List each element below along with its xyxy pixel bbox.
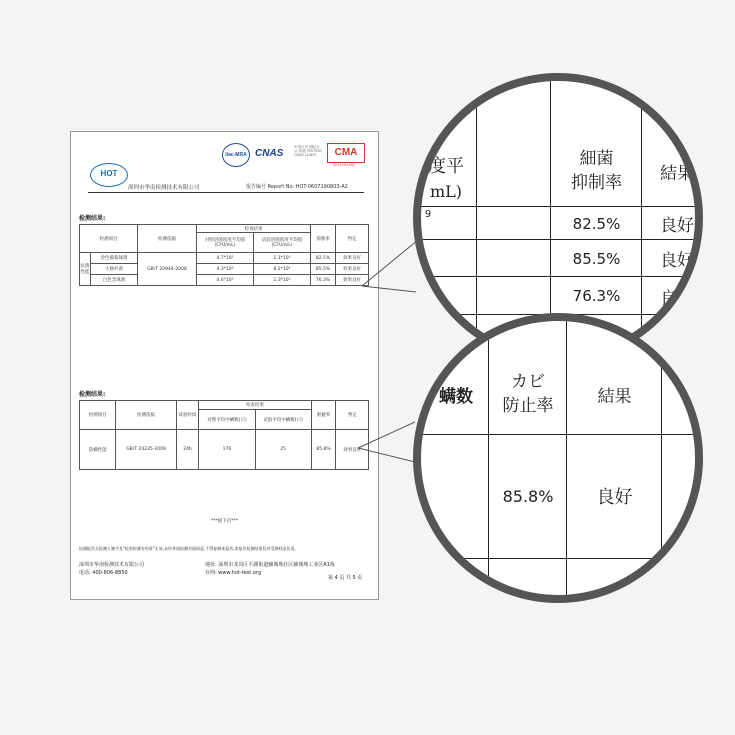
- th-results: 检查结果: [199, 401, 311, 410]
- footer-phone: 电话: 400-806-8850: [79, 570, 128, 576]
- company-name: 深圳市华南检测技术有限公司: [128, 185, 200, 191]
- continue-note: ***接下页***: [211, 519, 238, 524]
- zoom1-result-header: 結果: [660, 163, 694, 184]
- cell-judge: 效果良好: [336, 430, 369, 470]
- cell-test: 25: [255, 430, 311, 470]
- th-sample: 对照平均中螨数(只): [199, 410, 255, 430]
- cell-test: 1.3*10⁵: [254, 275, 311, 286]
- zoom2-rate-header: カビ 防止率: [502, 372, 554, 416]
- cnas-logo: CNAS: [255, 148, 284, 159]
- cell-rate: 85.5%: [311, 264, 336, 275]
- th-sample: 对照浴菌浓度平均值(CFU/mL): [197, 233, 254, 253]
- group-label: 抗菌性能: [80, 253, 91, 286]
- cell-sample: 4.6*10⁵: [197, 275, 254, 286]
- cell-test: 8.2*10⁴: [254, 264, 311, 275]
- cell-rate: 82.5%: [311, 253, 336, 264]
- cell-rate: 85.8%: [311, 430, 336, 470]
- hot-logo: HOT: [90, 163, 128, 187]
- footer-address: 地址: 深圳市龙岗区平湖街道辅城坳社区辅城坳工业区A1栋: [205, 562, 335, 568]
- zoom1-rate-3: 76.3%: [572, 287, 621, 305]
- basis-value: GB/T 20944-2008: [138, 253, 197, 286]
- row-name: 白色念珠菌: [91, 275, 138, 286]
- zoom1-rate-1: 82.5%: [572, 214, 621, 233]
- disclaimer: 检测报告无检测人签字及"检验检测专用章"无效,未经华南检测书面同意,不得复制本报告,本报告检测结果仅对受测样品负责。: [79, 546, 299, 551]
- th-basis: 检测依据: [138, 225, 197, 253]
- footer-company: 深圳市华南检测技术有限公司: [79, 562, 145, 568]
- ilac-mra-logo: ilac-MRA: [222, 143, 250, 167]
- zoom2-result-header: 結果: [597, 386, 632, 407]
- cell-sample: 4.7*10⁵: [197, 253, 254, 264]
- th-test: 试验平均中螨数(只): [255, 410, 311, 430]
- cell-judge: 效果良好: [336, 253, 369, 264]
- cma-number: 201519240L: [333, 163, 355, 167]
- th-results: 检查结果: [197, 225, 311, 233]
- th-judge: 判定: [336, 225, 369, 253]
- footer-website: 官网: www.hot-test.org: [205, 570, 262, 576]
- zoom1-rate-2: 85.5%: [572, 249, 621, 268]
- zoom1-partial-unit: mL): [429, 181, 463, 201]
- th-judge: 判定: [336, 401, 369, 430]
- th-basis: 检测依据: [116, 401, 176, 430]
- cell-judge: 效果良好: [336, 264, 369, 275]
- basis-value: GB/T 24235-2009: [116, 430, 176, 470]
- testing-mark: 中国认可 国际互认 检测 TESTING CNAS L10670: [294, 145, 322, 157]
- report-number: 报告编号 Report No. HOT-0607190803-A2: [246, 184, 348, 190]
- zoom-anti-mite: [413, 313, 703, 603]
- zoom2-result: 良好: [596, 487, 633, 508]
- cell-sample: 176: [199, 430, 255, 470]
- th-rate: 抑菌率: [311, 225, 336, 253]
- zoom1-partial-header: 度平: [428, 156, 464, 177]
- th-time: 试验时间: [176, 401, 199, 430]
- th-test: 试验浴菌浓度平均值(CFU/mL): [254, 233, 311, 253]
- section2-title: 检测结果:: [79, 391, 106, 398]
- page-number: 第 4 页 共 5 页: [328, 575, 363, 581]
- cma-logo: CMA: [327, 143, 365, 163]
- zoom2-partial-header: 螨数: [439, 386, 473, 407]
- zoom1-result-1: 良好: [660, 216, 694, 236]
- zoom1-result-3: 良好: [660, 288, 694, 309]
- th-item: 检测项目: [80, 401, 116, 430]
- section1-title: 检测结果:: [79, 215, 106, 222]
- row-name: 大肠杆菌: [91, 264, 138, 275]
- cell-test: 1.1*10⁵: [254, 253, 311, 264]
- cell-sample: 4.3*10⁵: [197, 264, 254, 275]
- zoom2-rate: 85.8%: [502, 486, 554, 506]
- zoom1-rate-header: 細菌 抑制率: [571, 149, 622, 193]
- cell-rate: 76.3%: [311, 275, 336, 286]
- row-name: 金色葡萄球菌: [91, 253, 138, 264]
- cell-time: 24h: [176, 430, 199, 470]
- th-rate: 驱避率: [311, 401, 336, 430]
- zoom1-partial-digit: 9: [424, 208, 432, 220]
- row-name: 防螨性能: [80, 430, 116, 470]
- th-item: 检测项目: [80, 225, 138, 253]
- zoom1-result-2: 良好: [660, 251, 694, 271]
- cell-judge: 效果良好: [336, 275, 369, 286]
